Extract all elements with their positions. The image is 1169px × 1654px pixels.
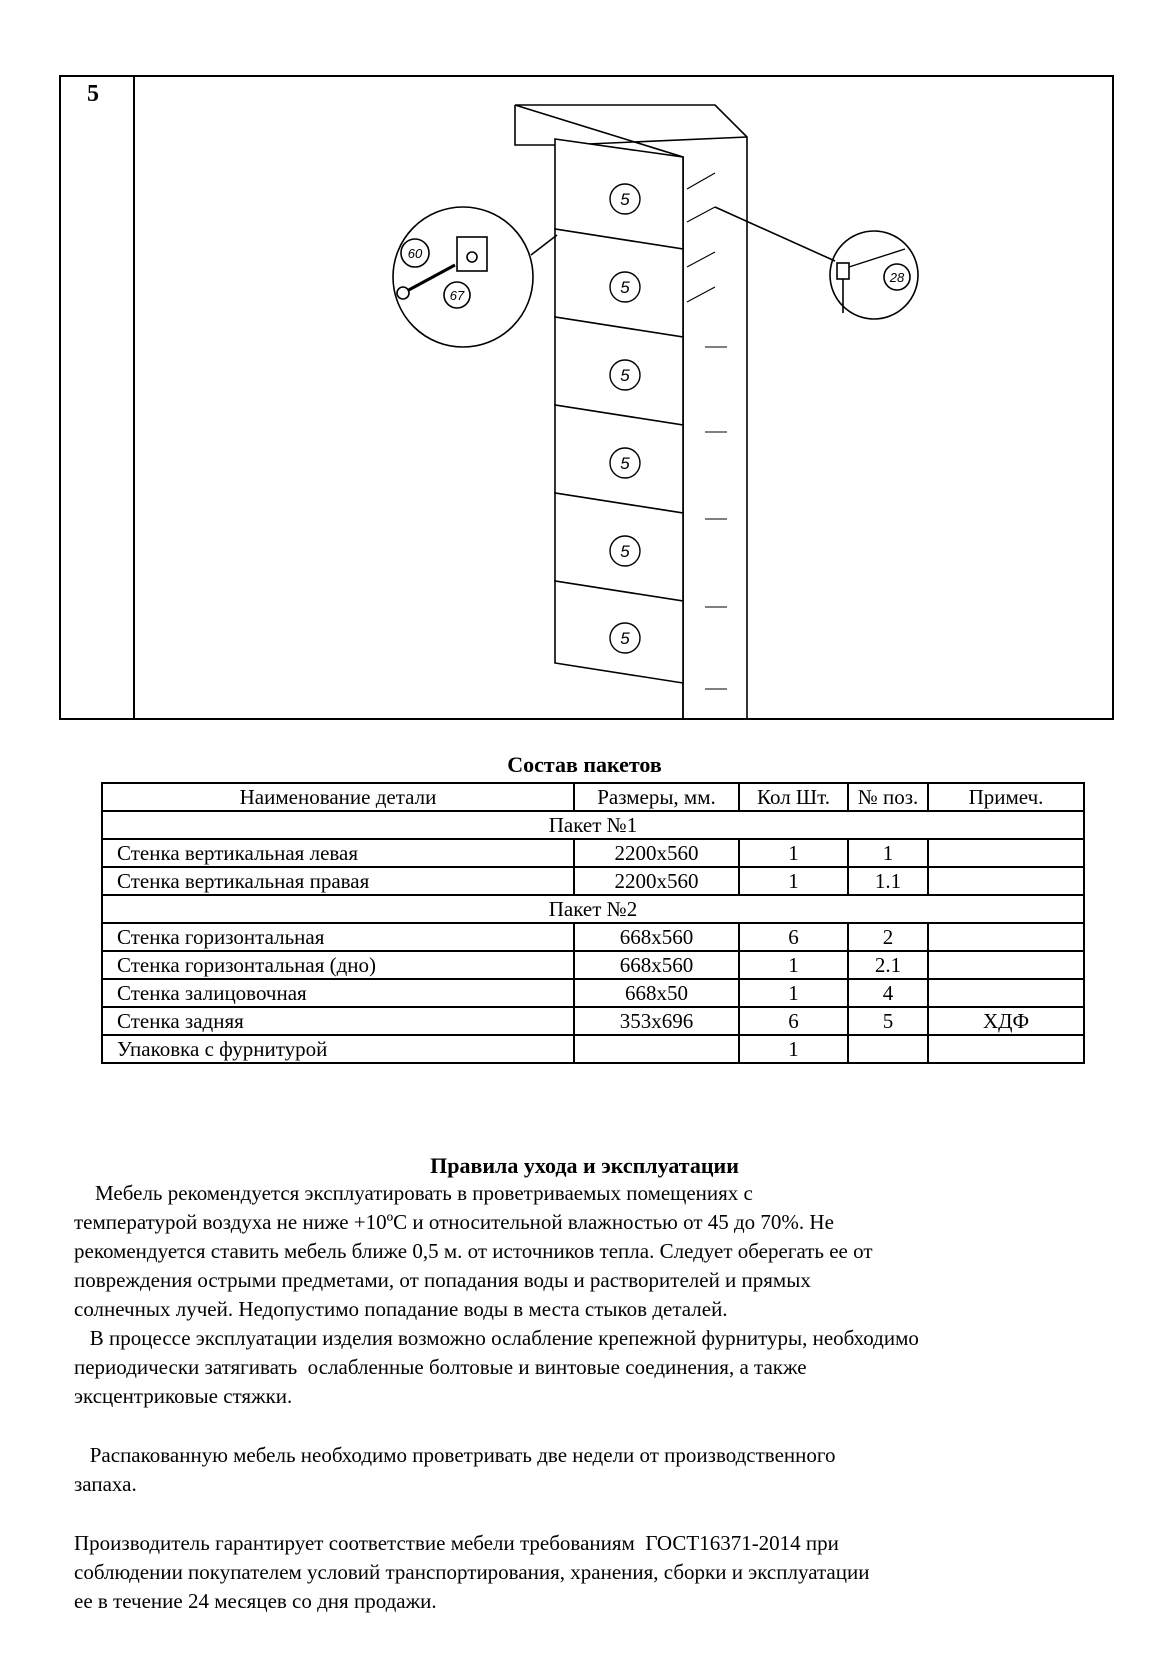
cabinet-illustration bbox=[135, 77, 1112, 718]
package-group-row bbox=[102, 895, 1084, 923]
header-note: Примеч. bbox=[928, 783, 1084, 811]
cell-note bbox=[928, 979, 1084, 1007]
table-row bbox=[102, 1035, 1084, 1063]
text-line: Производитель гарантирует соответствие мебели требованиям ГОСТ16371-2014 при bbox=[74, 1531, 839, 1555]
cell-position: 1.1 bbox=[848, 867, 928, 895]
packages-table bbox=[101, 782, 1085, 1064]
text-line: Мебель рекомендуется эксплуатировать в проветриваемых помещениях с bbox=[74, 1181, 753, 1205]
header-qty: Кол Шт. bbox=[739, 783, 848, 811]
cell-position: 2 bbox=[848, 923, 928, 951]
care-paragraph-ventilation bbox=[74, 1179, 1134, 1324]
header-size: Размеры, мм. bbox=[574, 783, 739, 811]
cell-size: 353х696 bbox=[574, 1007, 739, 1035]
care-rules-title: Правила ухода и эксплуатации bbox=[430, 1153, 739, 1178]
cell-position: 1 bbox=[848, 839, 928, 867]
packages-title: Состав пакетов bbox=[507, 752, 662, 777]
callout-28-label: 28 bbox=[889, 270, 905, 285]
callout-60-label: 60 bbox=[407, 246, 423, 261]
cell-part-name: Стенка задняя bbox=[102, 1007, 574, 1035]
text-line: запаха. bbox=[74, 1472, 137, 1496]
text-line: солнечных лучей. Недопустимо попадание воды в места стыков деталей. bbox=[74, 1297, 728, 1321]
cell-qty: 1 bbox=[739, 839, 848, 867]
panel-callout-label-5: 5 bbox=[620, 542, 630, 561]
package-group-row bbox=[102, 811, 1084, 839]
table-row bbox=[102, 951, 1084, 979]
cell-note bbox=[928, 1035, 1084, 1063]
cell-part-name: Упаковка с фурнитурой bbox=[102, 1035, 574, 1063]
cell-part-name: Стенка вертикальная левая bbox=[102, 839, 574, 867]
cell-size: 668х560 bbox=[574, 923, 739, 951]
cell-size bbox=[574, 1035, 739, 1063]
cell-qty: 1 bbox=[739, 1035, 848, 1063]
panel-callout-label-1: 5 bbox=[620, 190, 630, 209]
cell-qty: 1 bbox=[739, 979, 848, 1007]
step-number-column bbox=[61, 77, 135, 718]
text-line: температурой воздуха не ниже +10ºС и относительной влажностью от 45 до 70%. Не bbox=[74, 1210, 834, 1234]
cell-note bbox=[928, 839, 1084, 867]
panel-callout-label-4: 5 bbox=[620, 454, 630, 473]
table-row bbox=[102, 839, 1084, 867]
table-row bbox=[102, 1007, 1084, 1035]
cell-position bbox=[848, 1035, 928, 1063]
bracket-icon bbox=[457, 237, 487, 271]
panel-callout-label-3: 5 bbox=[620, 366, 630, 385]
cell-part-name: Стенка горизонтальная (дно) bbox=[102, 951, 574, 979]
bracket-detail-leader bbox=[531, 235, 557, 255]
cell-size: 668х50 bbox=[574, 979, 739, 1007]
assembly-drawing bbox=[135, 77, 1112, 718]
cell-note: ХДФ bbox=[928, 1007, 1084, 1035]
cell-size: 2200х560 bbox=[574, 839, 739, 867]
text-line: В процессе эксплуатации изделия возможно ослабление крепежной фурнитуры, необходимо bbox=[74, 1326, 919, 1350]
text-line: рекомендуется ставить мебель ближе 0,5 м. от источников тепла. Следует оберегать ее от bbox=[74, 1239, 873, 1263]
care-paragraph-fittings bbox=[74, 1324, 1134, 1411]
cell-position: 5 bbox=[848, 1007, 928, 1035]
nail-clip-icon bbox=[837, 263, 849, 279]
callout-67-label: 67 bbox=[449, 288, 465, 303]
cell-note bbox=[928, 923, 1084, 951]
text-line: эксцентриковые стяжки. bbox=[74, 1384, 293, 1408]
step-number: 5 bbox=[87, 81, 99, 107]
text-line: Распакованную мебель необходимо проветривать две недели от производственного bbox=[74, 1443, 836, 1467]
cell-position: 4 bbox=[848, 979, 928, 1007]
cell-part-name: Стенка вертикальная правая bbox=[102, 867, 574, 895]
warranty-paragraph bbox=[74, 1529, 1134, 1616]
text-line: периодически затягивать ослабленные болтовые и винтовые соединения, а также bbox=[74, 1355, 807, 1379]
assembly-step-box bbox=[59, 75, 1114, 720]
package-group-name: Пакет №1 bbox=[102, 811, 1084, 839]
cell-size: 2200х560 bbox=[574, 867, 739, 895]
cell-qty: 1 bbox=[739, 951, 848, 979]
cell-qty: 1 bbox=[739, 867, 848, 895]
table-header-row bbox=[102, 783, 1084, 811]
header-part-name: Наименование детали bbox=[102, 783, 574, 811]
cell-size: 668х560 bbox=[574, 951, 739, 979]
care-paragraph-airing bbox=[74, 1441, 1134, 1499]
table-row bbox=[102, 867, 1084, 895]
cell-note bbox=[928, 867, 1084, 895]
cell-qty: 6 bbox=[739, 923, 848, 951]
header-position: № поз. bbox=[848, 783, 928, 811]
cell-part-name: Стенка залицовочная bbox=[102, 979, 574, 1007]
bracket-detail-circle bbox=[393, 207, 533, 347]
text-line: повреждения острыми предметами, от попадания воды и растворителей и прямых bbox=[74, 1268, 811, 1292]
text-line: соблюдении покупателем условий транспортирования, хранения, сборки и эксплуатации bbox=[74, 1560, 870, 1584]
package-group-name: Пакет №2 bbox=[102, 895, 1084, 923]
text-line: ее в течение 24 месяцев со дня продажи. bbox=[74, 1589, 437, 1613]
cell-qty: 6 bbox=[739, 1007, 848, 1035]
table-row bbox=[102, 979, 1084, 1007]
table-row bbox=[102, 923, 1084, 951]
cell-note bbox=[928, 951, 1084, 979]
cell-part-name: Стенка горизонтальная bbox=[102, 923, 574, 951]
panel-callout-label-2: 5 bbox=[620, 278, 630, 297]
panel-callout-label-6: 5 bbox=[620, 629, 630, 648]
cell-position: 2.1 bbox=[848, 951, 928, 979]
